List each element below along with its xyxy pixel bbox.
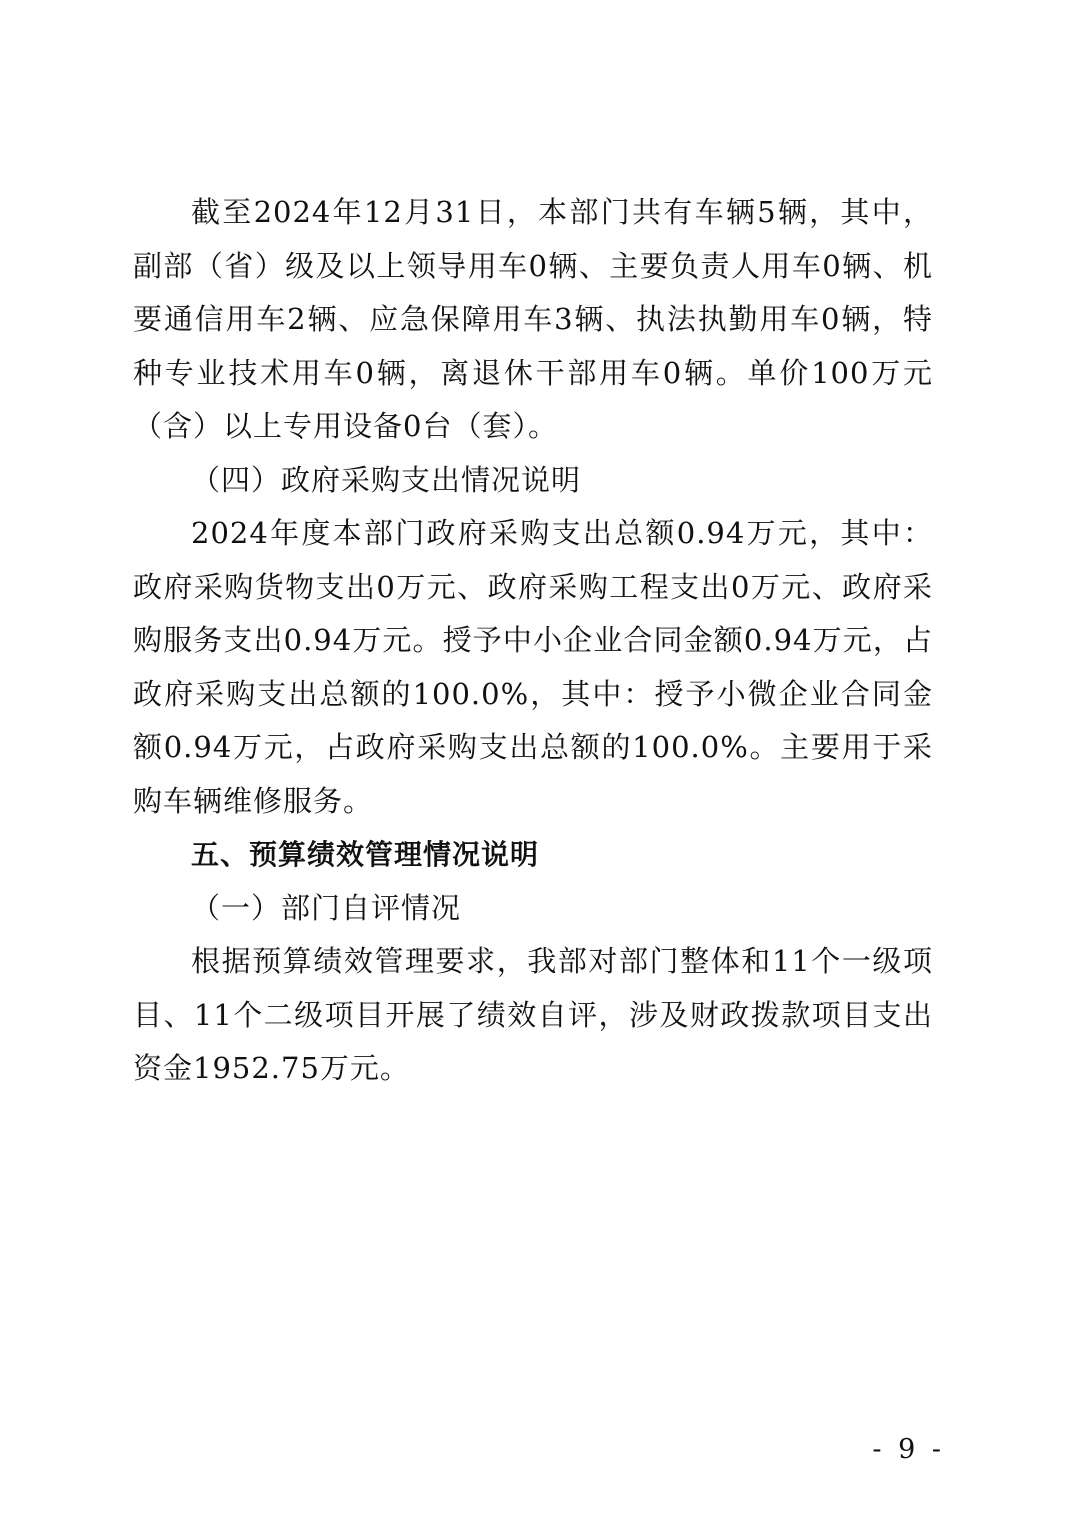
procurement-subheading: （四）政府采购支出情况说明	[191, 462, 582, 497]
self-evaluation-subheading: （一）部门自评情况	[191, 890, 462, 925]
vehicle-paragraph: 截至2024年12月31日，本部门共有车辆5辆，其中，副部（省）级及以上领导用车0辆、主要负责人用车0辆、机要通信用车2辆、应急保障用车3辆、执法执勤用车0辆，特种专业技术用车0辆，离退休干部用车0辆。单价100万元（含）以上专用设备0台（套）。	[133, 195, 933, 443]
self-evaluation-paragraph: 根据预算绩效管理要求，我部对部门整体和11个一级项目、11个二级项目开展了绩效自评，涉及财政拨款项目支出资金1952.75万元。	[133, 944, 933, 1085]
procurement-paragraph: 2024年度本部门政府采购支出总额0.94万元，其中：政府采购货物支出0万元、政府采购工程支出0万元、政府采购服务支出0.94万元。授予中小企业合同金额0.94万元，占政府采购支出总额的100.0%，其中：授予小微企业合同金额0.94万元，占政府采购支出总额的100.0%。主要用于采购车辆维修服务。	[133, 516, 933, 818]
page-number: - 9 -	[872, 1434, 945, 1465]
performance-heading: 五、预算绩效管理情况说明	[191, 838, 540, 871]
document-page	[133, 186, 933, 1096]
